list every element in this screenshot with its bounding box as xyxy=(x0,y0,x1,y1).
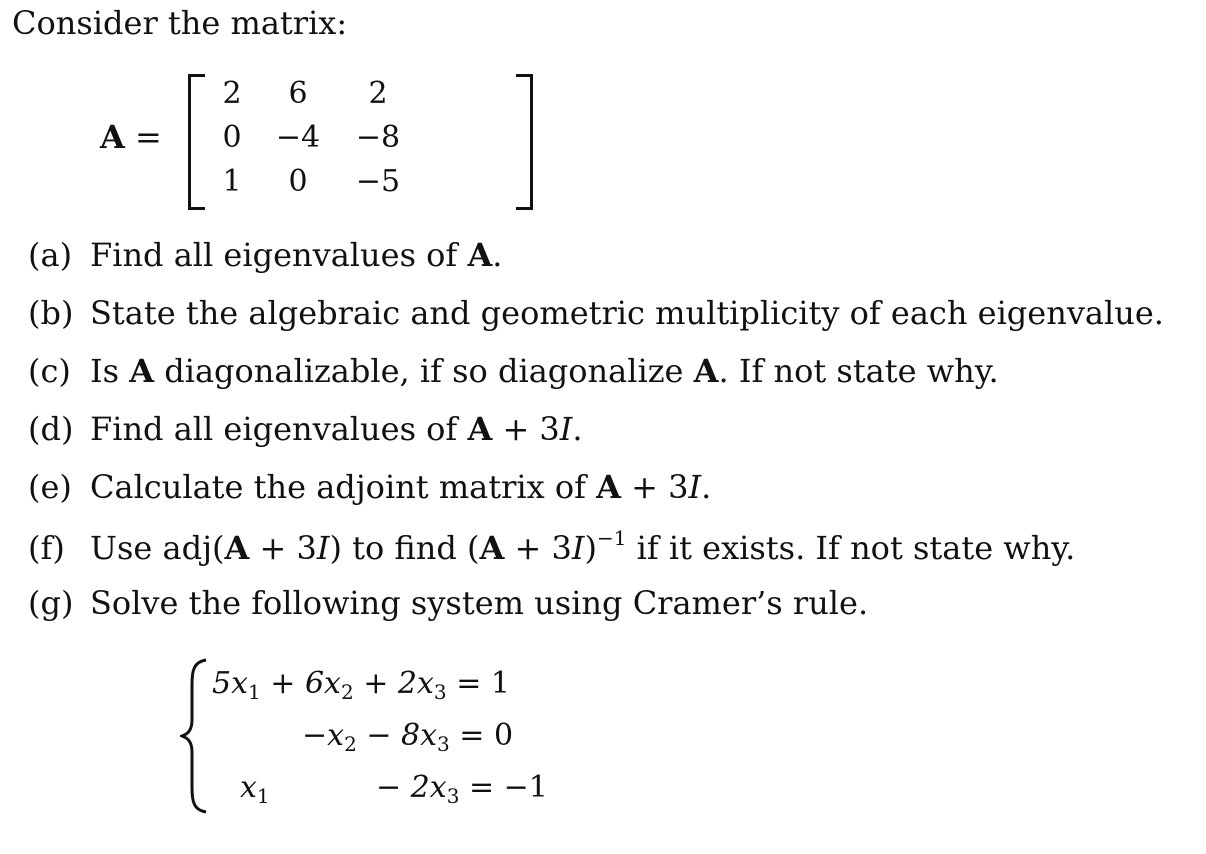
part-f xyxy=(28,526,1075,567)
part-text: Find all eigenvalues of xyxy=(90,236,468,274)
part-text: + 3 xyxy=(249,529,317,567)
subscript: 3 xyxy=(446,784,460,808)
rhs: = 0 xyxy=(449,718,514,753)
equation-row-2 xyxy=(302,718,513,756)
part-d xyxy=(28,410,583,448)
part-label: (g) xyxy=(28,584,74,622)
part-text: ) xyxy=(584,529,597,567)
matrix-symbol: A xyxy=(129,352,155,390)
subscript: 1 xyxy=(248,680,261,704)
subscript: 1 xyxy=(256,784,270,808)
part-text: Calculate the adjoint matrix of xyxy=(90,468,597,506)
part-label: (d) xyxy=(28,410,74,448)
term: + 6x xyxy=(260,666,341,701)
part-text: + 3 xyxy=(504,529,572,567)
part-text: . xyxy=(572,410,583,448)
subscript: 2 xyxy=(344,732,357,756)
intro-text: Consider the matrix: xyxy=(12,4,348,42)
part-label: (f) xyxy=(28,529,65,567)
matrix-symbol: A xyxy=(693,352,719,390)
term: x xyxy=(240,770,257,805)
identity-symbol: I xyxy=(559,410,573,448)
matrix-symbol: A xyxy=(596,468,621,506)
matrix-cell: −4 xyxy=(275,120,321,155)
part-a xyxy=(28,236,502,274)
identity-symbol: I xyxy=(316,529,330,567)
matrix-label xyxy=(100,118,162,156)
subscript: 3 xyxy=(433,680,447,704)
matrix-cell: 1 xyxy=(222,164,242,199)
part-text: if it exists. If not state why. xyxy=(626,529,1076,567)
equation-row-3-right xyxy=(376,770,548,808)
matrix-symbol: A xyxy=(479,529,505,567)
part-label: (a) xyxy=(28,236,73,274)
matrix-cell: −5 xyxy=(355,164,401,199)
part-label: (c) xyxy=(28,352,71,390)
part-text: Find all eigenvalues of xyxy=(90,410,468,448)
part-text: ) to find ( xyxy=(329,529,480,567)
part-text: Is xyxy=(90,352,130,390)
rhs: = −1 xyxy=(459,770,548,805)
equation-row-1 xyxy=(212,666,510,704)
term: −x xyxy=(302,718,345,753)
part-text: State the algebraic and geometric multiplicity of each eigenvalue. xyxy=(90,294,1164,332)
part-text: diagonalizable, if so diagonalize xyxy=(154,352,694,390)
matrix-symbol: A xyxy=(467,236,493,274)
term: 5x xyxy=(212,666,249,701)
term: − 8x xyxy=(356,718,438,753)
part-text: . xyxy=(701,468,712,506)
part-g xyxy=(28,584,868,622)
part-label: (e) xyxy=(28,468,72,506)
equals-sign: = xyxy=(135,118,162,156)
matrix-cell: 0 xyxy=(288,164,308,199)
equation-row-3-left xyxy=(240,770,270,808)
equation-system xyxy=(180,658,600,814)
term: + 2x xyxy=(353,666,434,701)
inverse-exponent: −1 xyxy=(596,526,627,550)
matrix-name: A xyxy=(100,118,125,156)
part-text: Use adj( xyxy=(90,529,225,567)
part-text: + 3 xyxy=(492,410,560,448)
identity-symbol: I xyxy=(688,468,702,506)
part-c xyxy=(28,352,999,390)
left-brace-icon xyxy=(180,658,210,814)
part-text: + 3 xyxy=(620,468,689,506)
matrix-symbol: A xyxy=(224,529,250,567)
matrix-cell: 2 xyxy=(368,76,388,111)
right-bracket xyxy=(516,74,533,210)
matrix-cell: 6 xyxy=(288,76,308,111)
matrix-a xyxy=(100,74,540,206)
rhs: = 1 xyxy=(446,666,510,701)
part-text: Solve the following system using Cramer’s rule. xyxy=(90,584,869,622)
subscript: 3 xyxy=(437,732,450,756)
part-b xyxy=(28,294,1164,332)
part-text: . xyxy=(492,236,503,274)
subscript: 2 xyxy=(340,680,354,704)
part-label: (b) xyxy=(28,294,74,332)
part-e xyxy=(28,468,711,506)
matrix-cell: 0 xyxy=(222,120,242,155)
matrix-symbol: A xyxy=(467,410,493,448)
identity-symbol: I xyxy=(571,529,585,567)
part-text: . If not state why. xyxy=(718,352,999,390)
matrix-cell: −8 xyxy=(355,120,401,155)
matrix-cell: 2 xyxy=(222,76,242,111)
term: − 2x xyxy=(376,770,447,805)
